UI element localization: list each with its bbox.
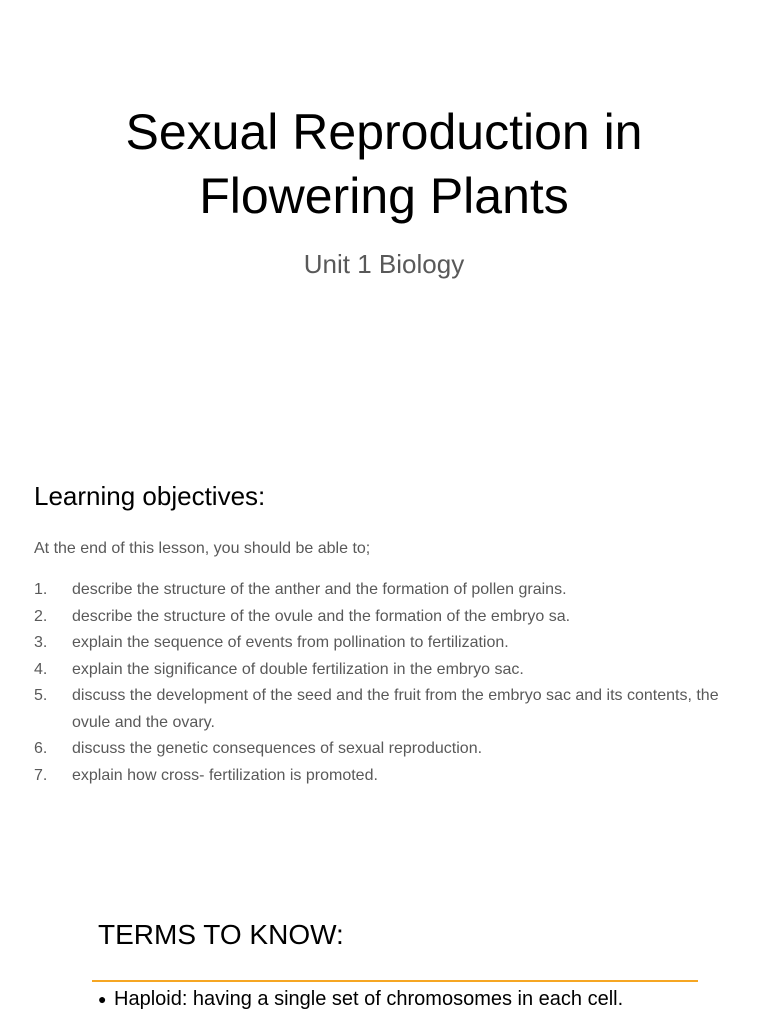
title-line-2: Flowering Plants	[199, 168, 569, 224]
objective-text: describe the structure of the anther and the formation of pollen grains.	[72, 581, 567, 598]
terms-slide	[0, 864, 768, 1024]
objective-text: explain the sequence of events from pollination to fertilization.	[72, 634, 509, 651]
objectives-heading: Learning objectives:	[34, 481, 266, 511]
objectives-list	[34, 577, 744, 789]
objective-number: 3.	[34, 634, 48, 651]
objective-number: 6.	[34, 740, 48, 757]
objective-text: explain how cross- fertilization is promoted.	[72, 766, 378, 784]
term-item	[98, 986, 658, 1012]
bullet-icon: ●	[98, 991, 107, 1007]
objective-item	[34, 630, 744, 657]
objectives-intro: At the end of this lesson, you should be able to;	[34, 540, 371, 557]
term-text: Haploid: having a single set of chromosomes in each cell.	[114, 988, 624, 1010]
objective-text: discuss the development of the seed and the fruit from the embryo sac and its contents, the ovule and the ovary.	[72, 687, 719, 731]
objective-number: 5.	[34, 687, 48, 704]
objective-item	[34, 577, 744, 604]
objective-item	[34, 683, 744, 736]
objective-item	[34, 763, 744, 790]
objective-item	[34, 604, 744, 631]
objective-number: 1.	[34, 581, 48, 598]
objective-text: describe the structure of the ovule and the formation of the embryo sa.	[72, 607, 571, 625]
objective-item	[34, 736, 744, 763]
objective-number: 4.	[34, 660, 48, 678]
slide-subtitle: Unit 1 Biology	[303, 249, 465, 279]
objectives-slide	[0, 432, 768, 864]
terms-list	[98, 986, 658, 1012]
objective-number: 2.	[34, 607, 48, 625]
slide-title	[0, 100, 768, 228]
objective-text: explain the significance of double fertilization in the embryo sac.	[72, 660, 524, 678]
terms-divider	[92, 980, 698, 982]
terms-heading: TERMS TO KNOW:	[98, 919, 344, 950]
title-slide	[0, 0, 768, 432]
objective-number: 7.	[34, 766, 48, 784]
objective-item	[34, 657, 744, 684]
objective-text: discuss the genetic consequences of sexual reproduction.	[72, 740, 483, 757]
title-line-1: Sexual Reproduction in	[125, 104, 643, 160]
